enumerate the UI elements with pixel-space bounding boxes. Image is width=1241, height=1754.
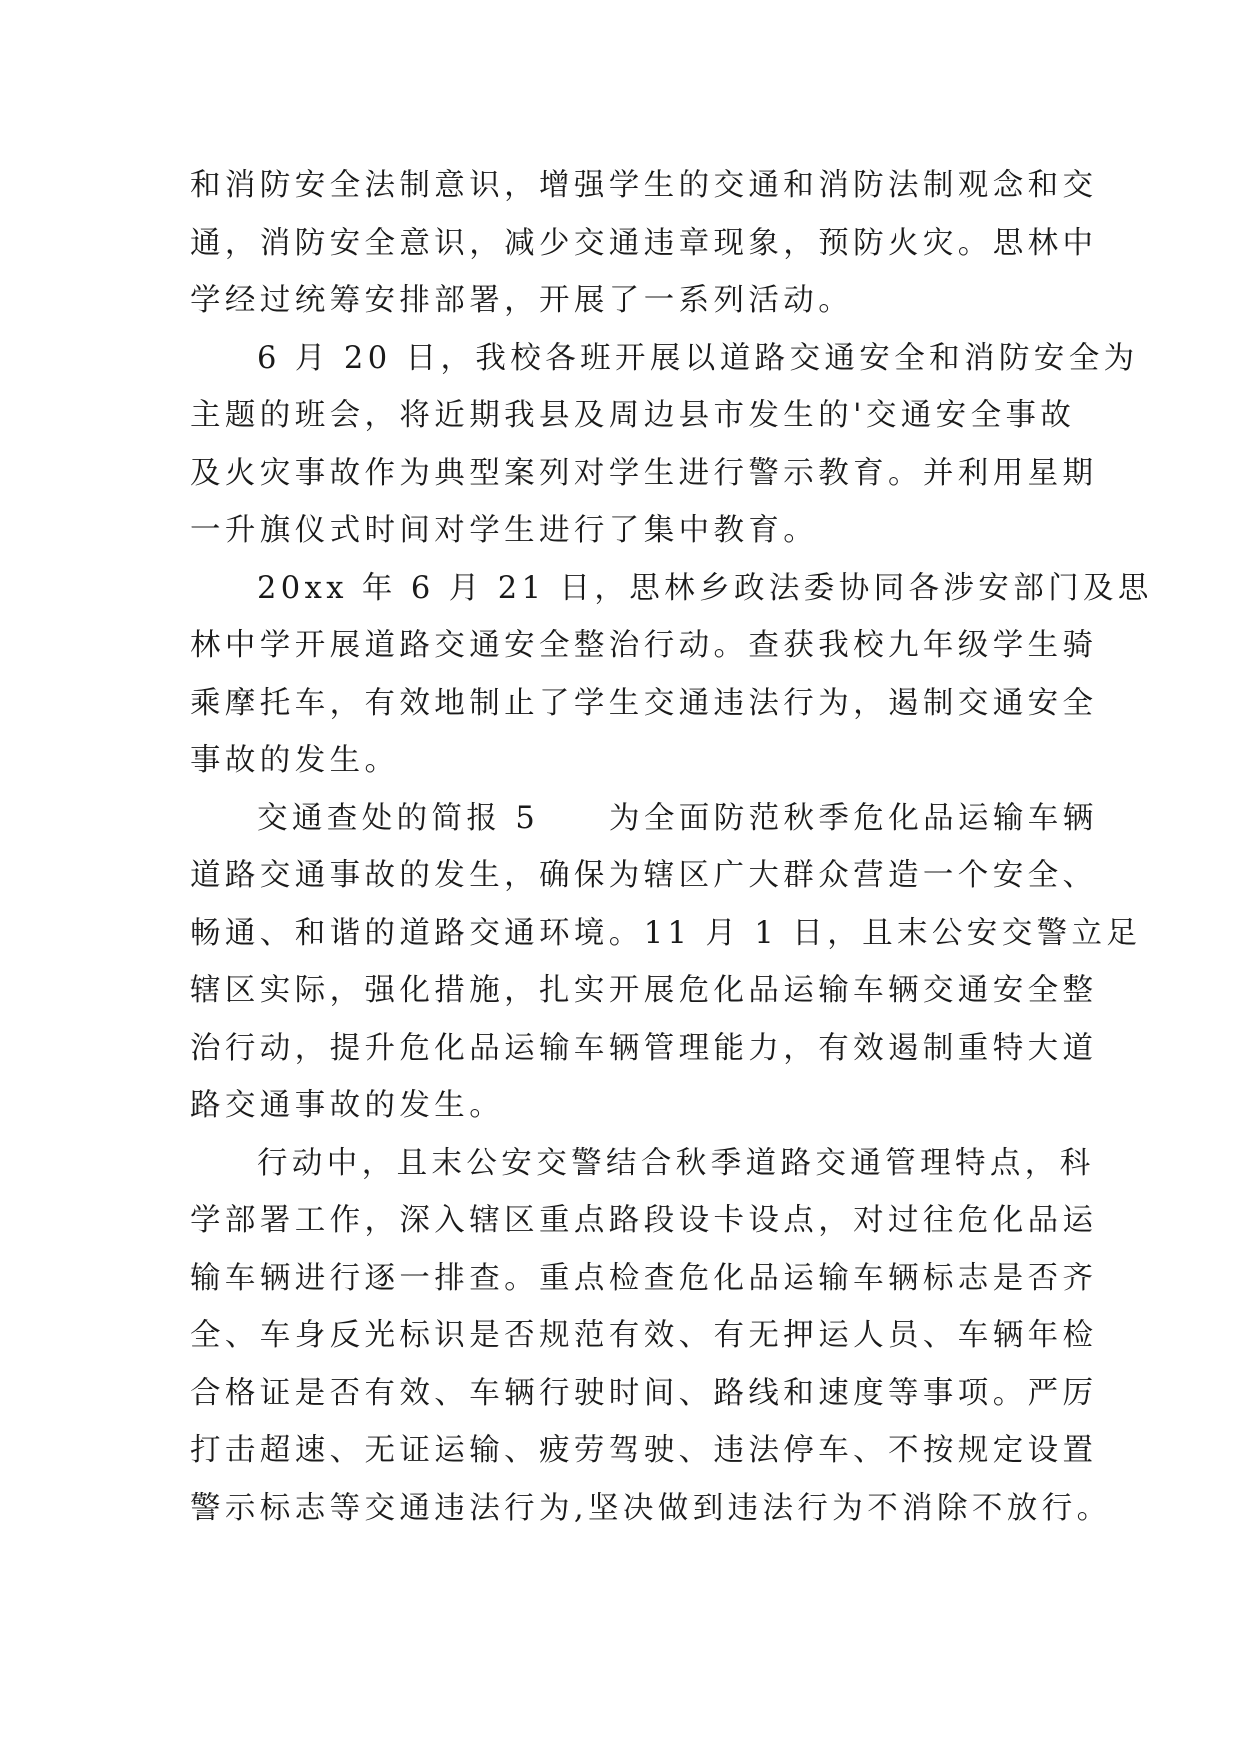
text-line: 辖区实际，强化措施，扎实开展危化品运输车辆交通安全整 [190,973,1098,1008]
text-line: 打击超速、无证运输、疲劳驾驶、违法停车、不按规定设置 [190,1433,1098,1468]
text-line: 及火灾事故作为典型案列对学生进行警示教育。并利用星期 [190,455,1098,491]
text-line: 通，消防安全意识，减少交通违章现象，预防火灾。思林中 [190,225,1098,261]
text-line: 林中学开展道路交通安全整治行动。查获我校九年级学生骑 [190,628,1098,663]
text-line: 合格证是否有效、车辆行驶时间、路线和速度等事项。严厉 [190,1375,1098,1411]
paragraph-first-line: 行动中，且末公安交警结合秋季道路交通管理特点，科 [257,1145,1095,1181]
text-line: 全、车身反光标识是否规范有效、有无押运人员、车辆年检 [190,1318,1098,1353]
text-line: 事故的发生。 [190,743,400,778]
text-line: 一升旗仪式时间对学生进行了集中教育。 [190,513,819,548]
text-line: 输车辆进行逐一排查。重点检查危化品运输车辆标志是否齐 [190,1260,1098,1296]
paragraph-first-line: 20xx 年 6 月 21 日，思林乡政法委协同各涉安部门及思 [257,570,1153,606]
document-body [190,157,1153,1537]
text-line: 学部署工作，深入辖区重点路段设卡设点，对过往危化品运 [190,1203,1098,1238]
text-line: 道路交通事故的发生，确保为辖区广大群众营造一个安全、 [190,858,1098,893]
text-line: 畅通、和谐的道路交通环境。11 月 1 日，且末公安交警立足 [190,915,1142,951]
text-line: 警示标志等交通违法行为,坚决做到违法行为不消除不放行。 [190,1490,1112,1526]
text-line: 路交通事故的发生。 [190,1088,505,1123]
text-line: 和消防安全法制意识，增强学生的交通和消防法制观念和交 [190,168,1098,203]
text-line: 主题的班会，将近期我县及周边县市发生的'交通安全事故 [190,398,1076,433]
paragraph-first-line: 6 月 20 日，我校各班开展以道路交通安全和消防安全为 [257,340,1139,376]
text-line: 治行动，提升危化品运输车辆管理能力，有效遏制重特大道 [190,1030,1098,1066]
text-line: 乘摩托车，有效地制止了学生交通违法行为，遏制交通安全 [190,685,1098,721]
paragraph-first-line: 交通查处的简报 5 为全面防范秋季危化品运输车辆 [257,800,1098,836]
text-line: 学经过统筹安排部署，开展了一系列活动。 [190,283,854,318]
